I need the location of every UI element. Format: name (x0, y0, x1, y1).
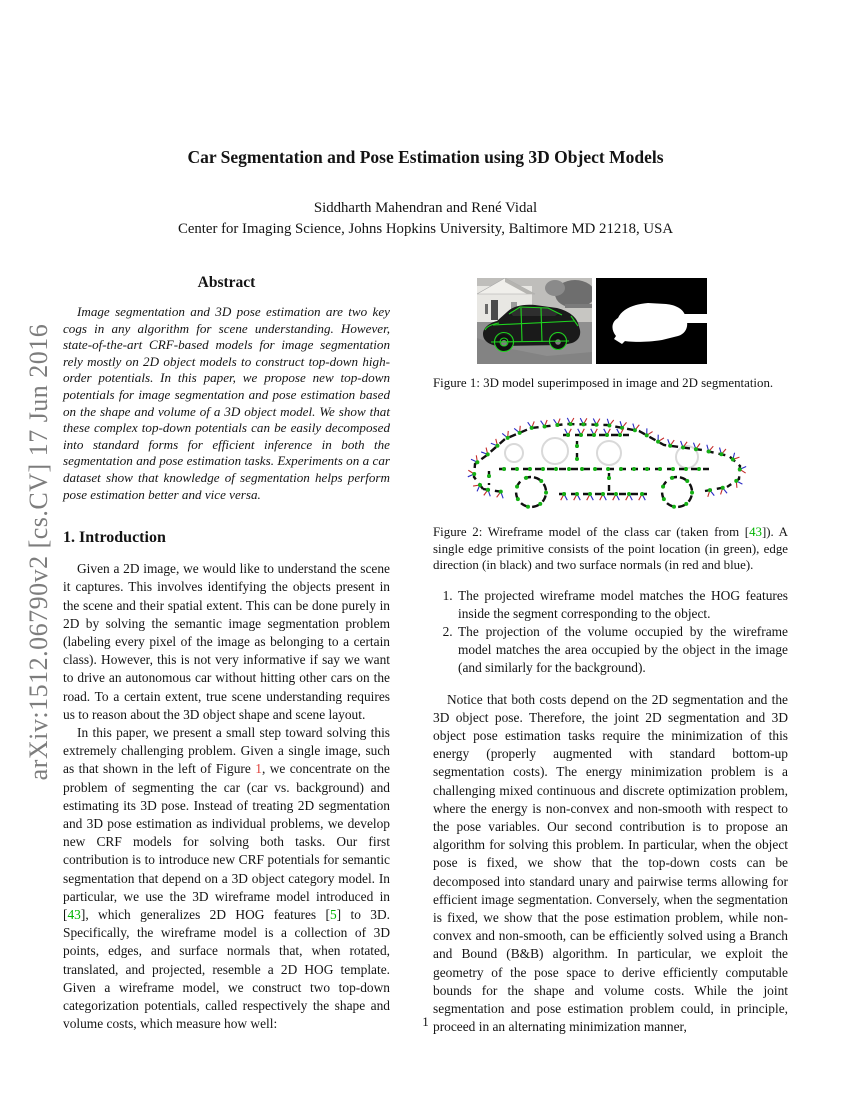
cost-criteria-list (433, 587, 788, 678)
citation-43-link[interactable]: 43 (749, 525, 762, 540)
intro-p2-text: , we concentrate on the problem of segmenting the car (car vs. background) and estimating its 3D pose. Instead of treating 2D segmentation and 3D pose estimation as individual problems, we develop new CRF models for solving both tasks. Our first contribution is to introduce new CRF potentials for semantic segmentation that depend on a 3D object category model. In particular, we use the 3D wireframe model introduced in [ (63, 761, 390, 922)
figure2-wireframe (433, 409, 788, 573)
right-column-paragraph: Notice that both costs depend on the 2D segmentation and the 3D object pose. Therefore, the joint 2D segmentation and 3D object pose estimation tasks require the minimization of this energy (properly augmented with standard bottom-up segmentation costs). The energy minimization problem is a challenging mixed continuous and discrete optimization problem, where the energy is non-convex and non-smooth with respect to the pose variables. Our second contribution is to propose an algorithm for solving this problem. In particular, when the object pose is fixed, we show that the top-down costs can be decomposed into standard unary and pairwise terms allowing for efficient image segmentation. Conversely, when the segmentation is fixed, we show that the pose estimation problem, while non-convex and non-smooth, can be efficiently solved using a Branch and Bound (B&B) algorithm. In particular, we exploit the geometry of the pose space to derive efficiently computable bounds for the shape and volume costs. While the joint segmentation and pose estimation problem could, in principle, proceed in an alternating minimization manner, (433, 691, 788, 1035)
intro-p2-text: ] to 3D. Specifically, the wireframe model is a collection of 3D points, edges, and surface normals that, when rotated, translated, and projected, resemble a 2D HOG template. Given a wireframe model, we construct two top-down categorization potentials, called respectively the shape and volume costs, which measure how well: (63, 906, 390, 1032)
citation-43-link[interactable]: 43 (67, 906, 81, 922)
page-title: Car Segmentation and Pose Estimation using 3D Object Models (187, 147, 664, 167)
citation-5-link[interactable]: 5 (329, 906, 337, 922)
section-heading-introduction: 1. Introduction (63, 529, 166, 547)
intro-paragraph-1: Given a 2D image, we would like to understand the scene it captures. This involves identifying the objects present in the scene and their spatial extent. This can be done purely in 2D by solving the semantic image segmentation problem (labeling every pixel of the image as belonging to a certain class). However, this is not very informative if say we want to drive an autonomous car without hitting other cars on the road. To a certain extent, true scene understanding requires us to reason about the 3D object shape and scene layout. (63, 561, 390, 722)
intro-paragraph-2 (63, 724, 390, 1033)
figure1-segmentation-mask-image (596, 278, 707, 364)
list-item: 2. The projection of the volume occupied by the wireframe model matches the area occupied by the object in the image (and similarly for the background). (456, 623, 788, 678)
figure2-caption (433, 524, 788, 573)
figure1-caption: Figure 1: 3D model superimposed in image and 2D segmentation. (433, 376, 774, 390)
abstract-body: Image segmentation and 3D pose estimation are two key cogs in any algorithm for scene understanding. However, state-of-the-art CRF-based models for image segmentation rely mostly on 2D object models to construct top-down high-order potentials. In this paper, we propose new top-down potentials for image segmentation and pose estimation based on the shape and volume of a 3D object model. We show that these complex top-down potentials can be easily decomposed into standard forms for efficient inference in both the segmentation and pose estimation tasks. Experiments on a car dataset show that knowledge of segmentation helps perform pose estimation better and vice versa. (63, 304, 390, 502)
figure-1-reference-link[interactable]: 1 (255, 761, 262, 777)
author-line: Siddharth Mahendran and René Vidal (313, 200, 538, 216)
figure2-caption-text: Figure 2: Wireframe model of the class car (taken from [ (433, 525, 750, 540)
list-item: 1. The projected wireframe model matches the HOG features inside the segment corresponding to the object. (456, 587, 788, 623)
arxiv-banner-text: arXiv:1512.06790v2 [cs.CV] 17 Jun 2016 (24, 323, 53, 781)
figure1-car-photo-image (477, 278, 592, 364)
right-column (433, 268, 788, 1037)
figure1-images (477, 278, 788, 364)
abstract-heading: Abstract (197, 274, 256, 291)
figure2-wireframe-drawing (459, 409, 759, 513)
intro-p2-text: In this paper, we present a small step toward solving this extremely challenging problem. Given a single image, such as that shown in the left of Figure (63, 724, 390, 777)
left-column (63, 268, 390, 1033)
affiliation-line: Center for Imaging Science, Johns Hopkins University, Baltimore MD 21218, USA (177, 221, 674, 237)
intro-p2-text: ], which generalizes 2D HOG features [ (80, 906, 330, 922)
figure2-caption-text: ]). A single edge primitive consists of the point location (in green), edge direction (in black) and two surface normals (in red and blue). (433, 525, 788, 573)
page-number: 1 (422, 1014, 429, 1029)
